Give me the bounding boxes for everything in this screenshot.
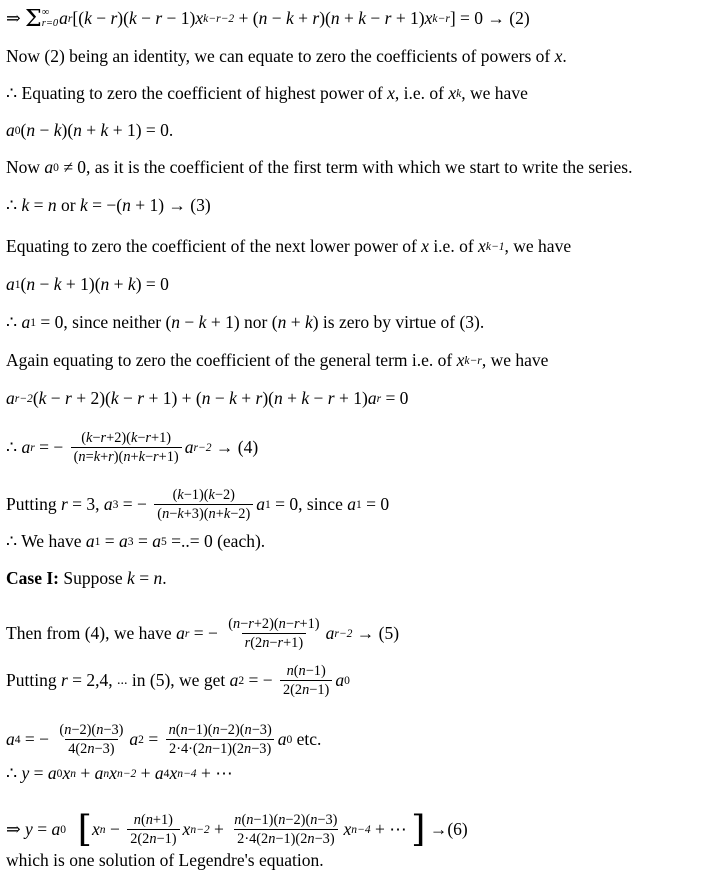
fraction-a4-left: $\frac{(n-2)(n-3)}{4(2n-3)}$ xyxy=(59,722,124,758)
a1-equation: a 1 ( n − k + 1)( n + k ) = 0 xyxy=(6,274,169,294)
summation-symbol: Σ ∞ r=0 xyxy=(25,4,59,33)
a4-equation: a 4 = − $\frac{(n-2)(n-3)}{4(2n-3)}$ a 2 = $\frac{n(n-1)(n-2)(n-3)}{2\cdot 4\cdot(2n-1)(2n-3)}$ a 0 etc. xyxy=(6,722,322,758)
fraction-a4-right: $\frac{n(n-1)(n-2)(n-3)}{2\cdot 4\cdot(2n-1)(2n-3)}$ xyxy=(166,722,275,757)
case-label: Case I: xyxy=(6,568,59,588)
recurrence-raw: a r−2 ( k − r + 2)( k − r + 1) + ( n − k + r )( n + k − r + 1) a r = 0 xyxy=(6,388,409,408)
highest-power-note: ∴ Equating to zero the coefficient of highest power of x , i.e. of x k , we have xyxy=(6,83,528,103)
fraction-eq5: $\frac{(n-r+2)(n-r+1)}{r(2n-r+1)}$ xyxy=(228,616,320,652)
y-series: ∴ y = a 0 x n + a n x n−2 + a 4 x n−4 + ⋯ xyxy=(6,763,233,783)
equation-3: ∴ k = n or k = −( n + 1) → (3) xyxy=(6,195,211,215)
a0-nonzero-note: Now a 0 ≠ 0, as it is the coefficient of the first term with which we start to write the series. xyxy=(6,157,633,177)
equation-2: ⇒ Σ ∞ r=0 a r [( k − r )( k − r − 1) x k−r−2 + ( n − k + r )( n + k − r + 1) x k−r ] = 0 → (2) xyxy=(6,4,530,33)
fraction-a2: $\frac{n(n-1)}{2(2n-1)}$ xyxy=(280,663,332,698)
putting-r-3: Putting r = 3, a 3 = − $\frac{(k-1)(k-2)}{(n-k+3)(n+k-2)}$ a 1 = 0, since a 1 = 0 xyxy=(6,487,390,523)
equation-5: Then from (4), we have a r = − $\frac{(n-r+2)(n-r+1)}{r(2n-r+1)}$ a r−2 → (5) xyxy=(6,616,400,652)
identity-note: Now (2) being an identity, we can equate to zero the coefficients of powers of x . xyxy=(6,46,567,66)
equation-6: ⇒ y = a 0 [ x n − $\frac{n(n+1)}{2(2n-1)}$ x n−2 + $\frac{n(n-1)(n-2)(n-3)}{2\cdot 4(2n-1)(2n-3)}$ x n−4 + ⋯ ] →(6) xyxy=(6,807,468,851)
next-lower-power-note: Equating to zero the coefficient of the next lower power of x i.e. of x k−1 , we have xyxy=(6,236,572,256)
indicial-equation: a 0 ( n − k )( n + k + 1) = 0. xyxy=(6,120,174,140)
fraction-eq4: $\frac{(k-r+2)(k-r+1)}{(n=k+r)(n+k-r+1)}$ xyxy=(71,430,182,465)
fraction-eq6-second: $\frac{n(n-1)(n-2)(n-3)}{2\cdot 4(2n-1)(2n-3)}$ xyxy=(234,812,338,848)
equation-4: ∴ a r = − $\frac{(k-r+2)(k-r+1)}{(n=k+r)(n+k-r+1)}$ a r−2 → (4) xyxy=(6,430,259,466)
a2-equation: Putting r = 2,4, ... in (5), we get a 2 = − $\frac{n(n-1)}{2(2n-1)}$ a 0 xyxy=(6,663,350,699)
case-1-heading: Case I: Suppose k = n . xyxy=(6,568,167,588)
fraction-a3: $\frac{(k-1)(k-2)}{(n-k+3)(n+k-2)}$ xyxy=(154,487,253,522)
general-term-note: Again equating to zero the coefficient of the general term i.e. of x k−r , we have xyxy=(6,350,549,370)
odd-coefficients-vanish: ∴ We have a 1 = a 3 = a 5 =..= 0 (each). xyxy=(6,531,266,551)
a1-zero-note: ∴ a 1 = 0, since neither ( n − k + 1) nor ( n + k ) is zero by virtue of (3). xyxy=(6,312,485,332)
closing-statement: which is one solution of Legendre's equation. xyxy=(6,850,324,870)
fraction-eq6-first: $\frac{n(n+1)}{2(2n-1)}$ xyxy=(127,812,179,847)
